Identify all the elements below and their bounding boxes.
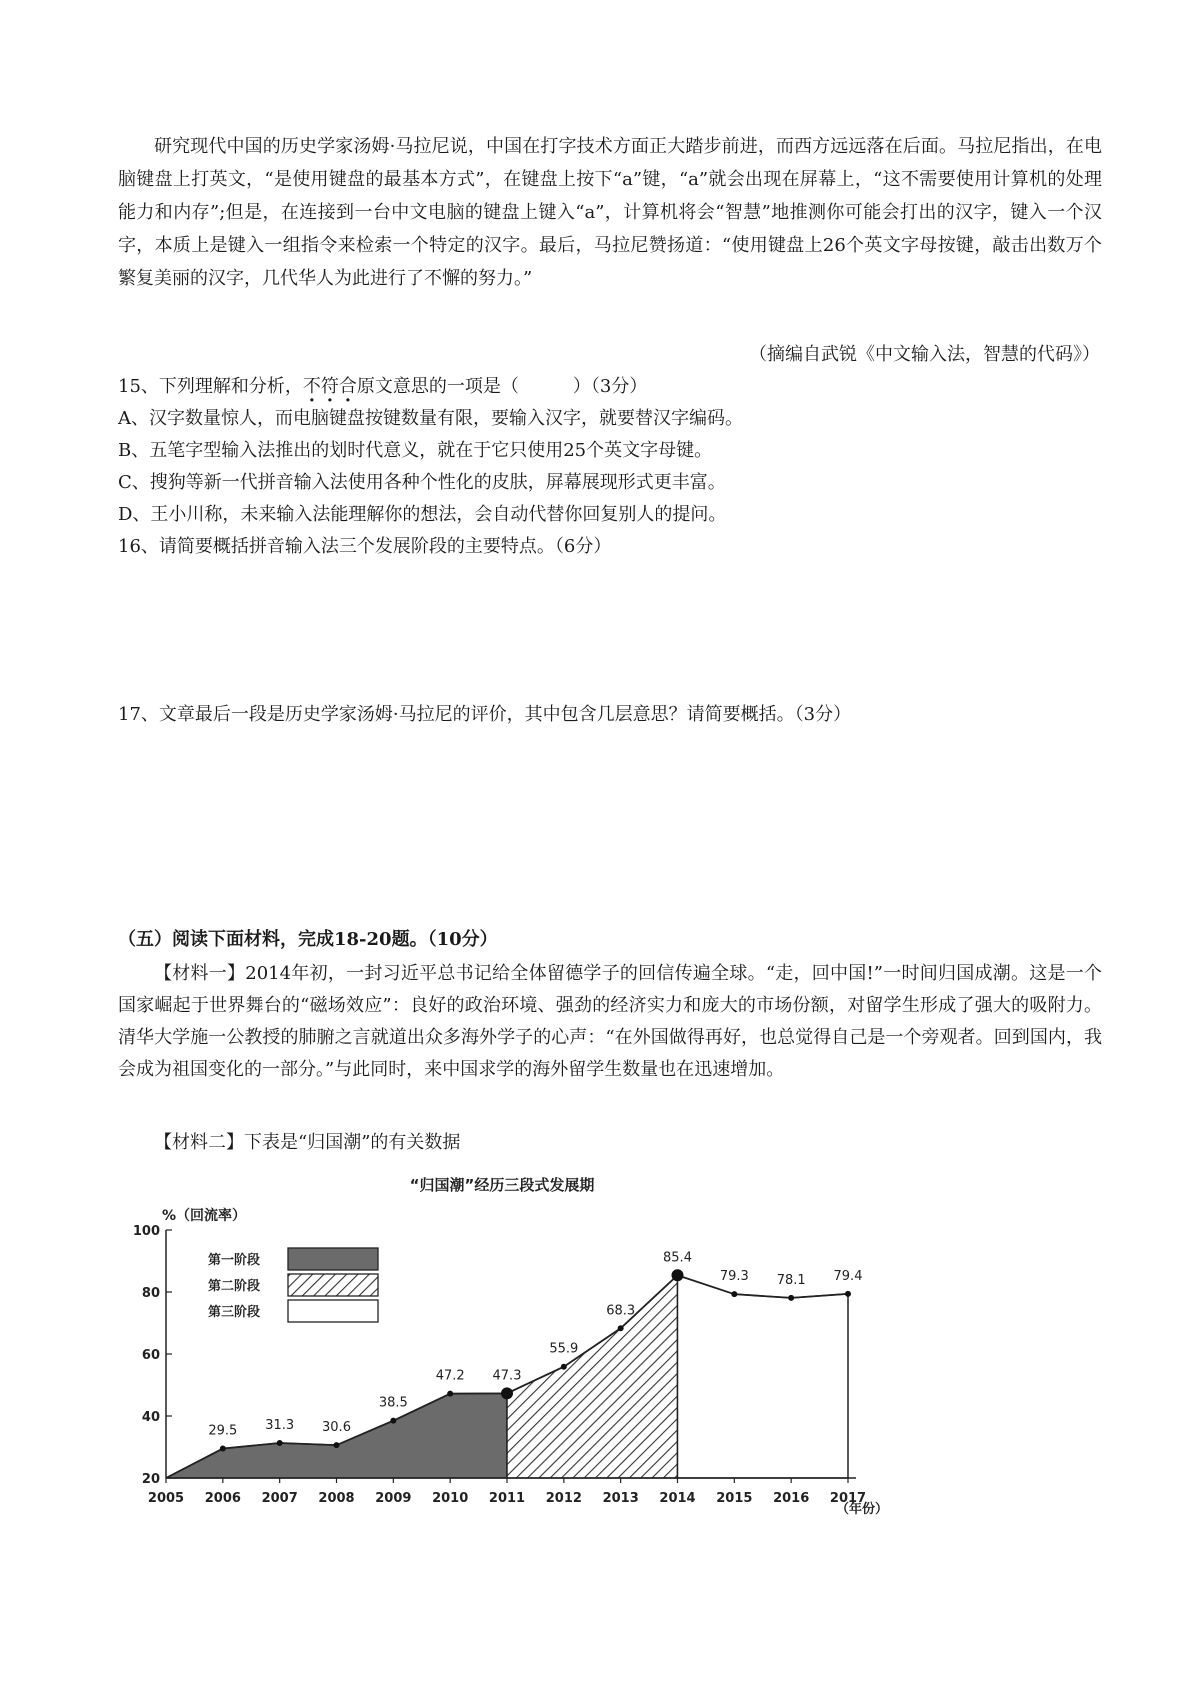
y-tick-label: 20 (141, 1472, 160, 1487)
x-axis-label: （年份） (835, 1502, 889, 1517)
q15-prefix: 15、下列理解和分析， (118, 376, 303, 397)
q15-emph-3: 合 (338, 376, 357, 397)
x-tick-label: 2014 (659, 1491, 696, 1506)
x-tick-label: 2010 (432, 1491, 469, 1506)
data-label: 55.9 (549, 1341, 579, 1357)
stage-area-3 (678, 1272, 849, 1478)
chart-svg (122, 1170, 892, 1540)
q15-option-d: D、王小川称，未来输入法能理解你的想法，会自动代替你回复别人的提问。 (118, 504, 727, 525)
data-point (731, 1291, 737, 1297)
q15-emph-2: 符 (320, 376, 339, 397)
data-point (447, 1391, 453, 1397)
passage-source: （摘编自武锐《中文输入法，智慧的代码》） (749, 344, 1100, 365)
data-label: 38.5 (378, 1395, 408, 1411)
q15-option-c: C、搜狗等新一代拼音输入法使用各种个性化的皮肤，屏幕展现形式更丰富。 (118, 472, 726, 493)
y-tick-label: 100 (132, 1224, 160, 1239)
question-16: 16、请简要概括拼音输入法三个发展阶段的主要特点。（6分） (118, 536, 612, 557)
data-point (618, 1325, 624, 1331)
x-tick-label: 2006 (204, 1491, 241, 1506)
x-tick-label: 2012 (545, 1491, 582, 1506)
x-tick-label: 2016 (773, 1491, 810, 1506)
legend-label: 第三阶段 (208, 1305, 261, 1320)
data-point (277, 1440, 283, 1446)
x-tick-label: 2007 (261, 1491, 298, 1506)
x-tick-label: 2005 (147, 1491, 185, 1506)
x-tick-label: 2015 (716, 1491, 753, 1506)
data-point (390, 1418, 396, 1424)
passage-paragraph: 研究现代中国的历史学家汤姆·马拉尼说，中国在打字技术方面正大踏步前进，而西方远远落在后面。马拉尼指出，在电脑键盘上打英文，“是使用键盘的最基本方式”，在键盘上按下“a”键，“a”就会出现在屏幕上，“这不需要使用计算机的处理能力和内存”;但是，在连接到一台中文电脑的键盘上键入“a”，计算机将会“智慧”地推测你可能会打出的汉字，键入一个汉字，本质上是键入一组指令来检索一个特定的汉字。最后，马拉尼赞扬道：“使用键盘上26个英文字母按键，敲击出数万个繁复美丽的汉字，几代华人为此进行了不懈的努力。” (118, 136, 1102, 289)
data-label: 47.3 (492, 1368, 522, 1384)
legend-label: 第一阶段 (208, 1253, 261, 1268)
legend-swatch (288, 1274, 378, 1296)
section-5-heading: （五）阅读下面材料，完成18-20题。（10分） (118, 929, 498, 950)
data-label: 30.6 (322, 1420, 351, 1436)
q15-option-a: A、汉字数量惊人，而电脑键盘按键数量有限，要输入汉字，就要替汉字编码。 (118, 408, 743, 429)
data-label: 79.4 (833, 1268, 863, 1284)
question-15 (118, 372, 1108, 402)
x-tick-label: 2009 (375, 1491, 412, 1506)
y-tick-label: 40 (141, 1410, 160, 1425)
stage-area-2 (507, 1275, 678, 1478)
legend-label: 第二阶段 (208, 1279, 261, 1294)
data-label: 85.4 (663, 1250, 692, 1266)
data-label: 31.3 (265, 1417, 295, 1433)
data-point (334, 1442, 340, 1448)
x-tick-label: 2017 (829, 1491, 867, 1506)
y-tick-label: 80 (141, 1286, 160, 1301)
data-label: 78.1 (776, 1272, 806, 1288)
y-tick-label: 60 (141, 1348, 160, 1363)
x-tick-label: 2008 (318, 1491, 355, 1506)
legend-swatch (288, 1300, 378, 1322)
chart-title: “归国潮”经历三段式发展期 (409, 1176, 595, 1194)
data-point (220, 1446, 226, 1452)
data-label: 29.5 (208, 1423, 238, 1439)
data-point (788, 1295, 794, 1301)
data-label: 47.2 (435, 1368, 465, 1384)
data-point (561, 1364, 567, 1370)
q15-emph-1: 不 (302, 376, 321, 397)
legend-swatch (288, 1248, 378, 1270)
data-point (672, 1269, 684, 1281)
data-point (501, 1387, 513, 1399)
data-label: 79.3 (719, 1269, 749, 1285)
q15-option-b: B、五笔字型输入法推出的划时代意义，就在于它只使用25个英文字母键。 (118, 440, 713, 461)
material-1: 【材料一】2014年初，一封习近平总书记给全体留德学子的回信传遍全球。“走，回中国!”一时间归国成潮。这是一个国家崛起于世界舞台的“磁场效应”：良好的政治环境、强劲的经济实力和庞大的市场份额，对留学生形成了强大的吸附力。清华大学施一公教授的肺腑之言就道出众多海外学子的心声：“在外国做得再好，也总觉得自己是一个旁观者。回到国内，我会成为祖国变化的一部分。”与此同时，来中国求学的海外留学生数量也在迅速增加。 (118, 963, 1102, 1080)
x-tick-label: 2011 (488, 1491, 526, 1506)
material-2: 【材料二】下表是“归国潮”的有关数据 (154, 1132, 461, 1153)
question-17: 17、文章最后一段是历史学家汤姆·马拉尼的评价，其中包含几层意思？请简要概括。（3分） (118, 704, 852, 725)
q15-suffix: 原文意思的一项是（ ）（3分） (356, 376, 648, 397)
data-point (845, 1291, 851, 1297)
x-tick-label: 2013 (602, 1491, 639, 1506)
data-label: 68.3 (606, 1303, 636, 1319)
y-axis-label: %（回流率） (162, 1208, 247, 1224)
return-rate-chart (122, 1170, 892, 1540)
